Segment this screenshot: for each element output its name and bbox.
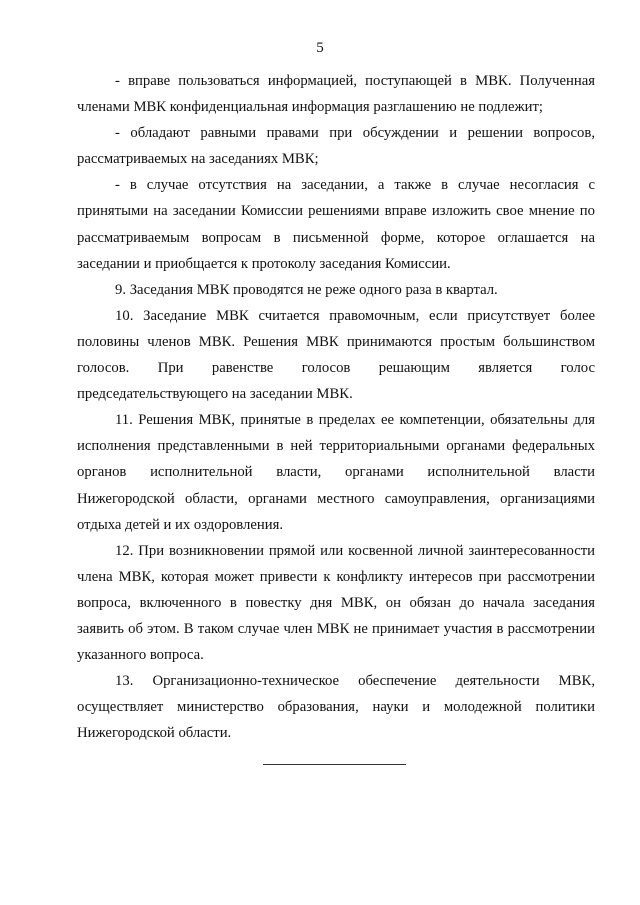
- end-divider-line: [263, 764, 406, 765]
- paragraph-written-opinion: - в случае отсутствия на заседании, а также в случае несогласия с принятыми на заседании Комиссии решениями вправе изложить свое мнение по рассматриваемым вопросам в письменной форме, которое оглашается на заседании и приобщается к протоколу заседания Комиссии.: [77, 177, 595, 272]
- page-number: 5: [316, 40, 324, 56]
- paragraph-right-to-use-information: - вправе пользоваться информацией, поступающей в МВК. Полученная членами МВК конфиденциальная информация разглашению не подлежит;: [77, 73, 595, 116]
- paragraph-item-10: 10. Заседание МВК считается правомочным, если присутствует более половины членов МВК. Решения МВК принимаются простым большинством голосов. При равенстве голосов решающим является голос председательствующего на заседании МВК.: [77, 307, 595, 403]
- paragraph-item-13: 13. Организационно-техническое обеспечение деятельности МВК, осуществляет министерство образования, науки и молодежной политики Нижегородской области.: [77, 673, 595, 742]
- paragraph-item-11: 11. Решения МВК, принятые в пределах ее компетенции, обязательны для исполнения представленными в ней территориальными органами федеральных органов исполнительной власти, органами исполнительной власти Нижегородской области, органами местного самоуправления, организациями отдыха детей и их оздоровления.: [77, 412, 595, 533]
- document-body: [77, 68, 595, 746]
- paragraph-item-12: 12. При возникновении прямой или косвенной личной заинтересованности члена МВК, которая может привести к конфликту интересов при рассмотрении вопроса, включенного в повестку дня МВК, он обязан до начала заседания заявить об этом. В таком случае член МВК не принимает участия в рассмотрении указанного вопроса.: [77, 542, 595, 664]
- paragraph-equal-rights: - обладают равными правами при обсуждении и решении вопросов, рассматриваемых на заседаниях МВК;: [77, 125, 595, 168]
- paragraph-item-9: 9. Заседания МВК проводятся не реже одного раза в квартал.: [115, 281, 498, 298]
